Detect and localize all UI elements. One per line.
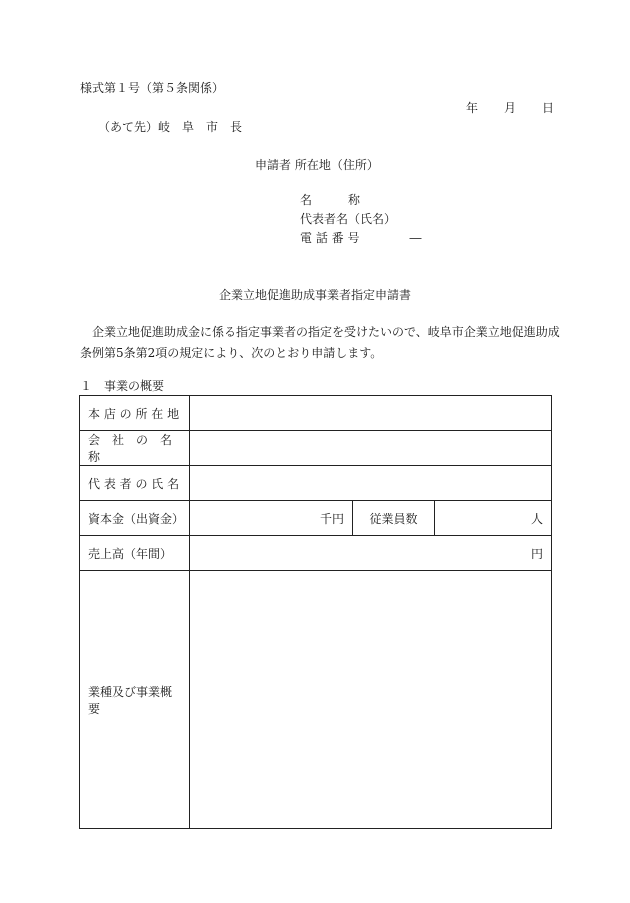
business-overview-label: 業種及び事業概要 [80,571,190,829]
addressee: （あて先）岐 阜 市 長 [98,120,243,134]
date-month: 月 [504,101,517,115]
employees-field[interactable] [435,501,552,536]
table-row [80,536,552,571]
telephone-line [300,231,421,245]
hq-address-label: 本 店 の 所 在 地 [80,396,190,431]
telephone-dash: ― [409,231,422,245]
sales-unit: 円 [531,546,544,561]
employees-label: 従業員数 [353,501,435,536]
document-title: 企業立地促進助成事業者指定申請書 [218,288,411,302]
table-row [80,466,552,501]
body-text: 企業立地促進助成金に係る指定事業者の指定を受けたいので、岐阜市企業立地促進助成条例第5条第2項の規定により、次のとおり申請します。 [80,325,560,360]
table-row [80,571,552,829]
date-line [466,101,554,115]
applicant-name-label: 名 称 [300,193,361,207]
overview-table [79,395,552,829]
applicant-address [255,158,379,172]
date-year: 年 [466,101,479,115]
sales-label: 売上高（年間） [80,536,190,571]
representative-name-label: 代 表 者 の 氏 名 [80,466,190,501]
table-row [80,396,552,431]
table-row [80,431,552,466]
date-day: 日 [542,101,555,115]
business-overview-field[interactable] [190,571,552,829]
capital-unit: 千円 [319,511,344,526]
form-number: 様式第１号（第５条関係） [80,81,225,95]
applicant-label: 申請者 [255,158,292,172]
representative-name-field[interactable] [190,466,552,501]
address-label: 所在地（住所） [294,158,379,172]
capital-label: 資本金（出資金） [80,501,190,536]
employees-unit: 人 [531,511,544,526]
representative-label: 代表者名（氏名） [300,212,397,226]
company-name-field[interactable] [190,431,552,466]
capital-field[interactable] [190,501,353,536]
table-row [80,501,552,536]
company-name-label: 会 社 の 名 称 [80,431,190,466]
section-heading: １ 事業の概要 [80,379,165,393]
hq-address-field[interactable] [190,396,552,431]
sales-field[interactable] [190,536,552,571]
telephone-label: 電 話 番 号 [300,231,360,245]
